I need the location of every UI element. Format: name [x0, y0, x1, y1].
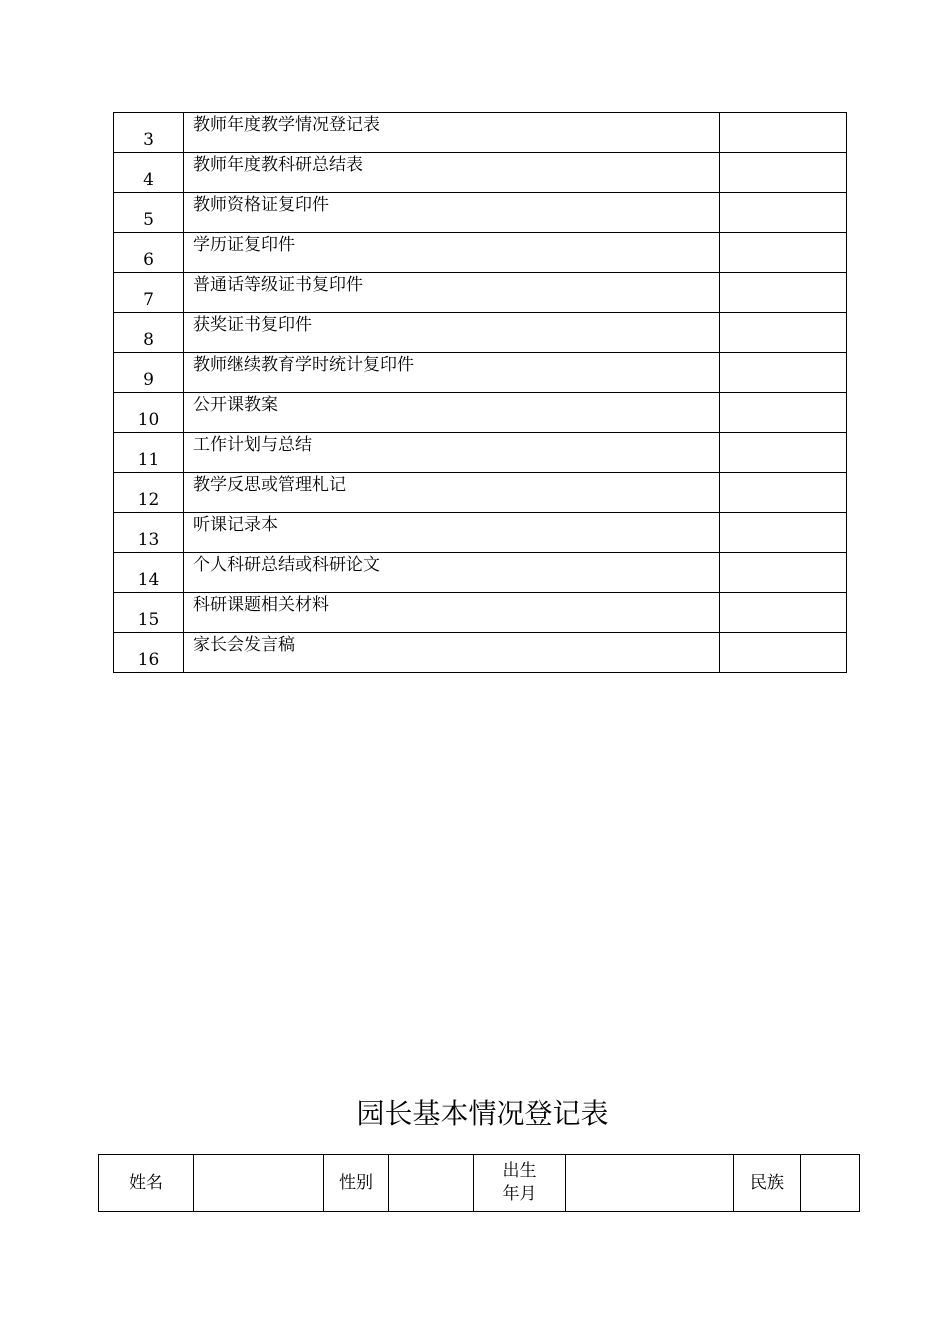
- row-number: 4: [114, 153, 184, 193]
- material-status-cell[interactable]: [720, 433, 847, 473]
- row-number: 12: [114, 473, 184, 513]
- checklist-row: [114, 593, 847, 633]
- ethnicity-label: 民族: [734, 1155, 801, 1212]
- birth-label-line1: 出生: [502, 1161, 537, 1181]
- material-status-cell[interactable]: [720, 593, 847, 633]
- row-number: 10: [114, 393, 184, 433]
- form-title: 园长基本情况登记表: [356, 1097, 609, 1130]
- material-status-cell[interactable]: [720, 193, 847, 233]
- info-row: [99, 1155, 860, 1212]
- row-number: 15: [114, 593, 184, 633]
- gender-label: 性别: [324, 1155, 389, 1212]
- material-name: 个人科研总结或科研论文: [184, 553, 720, 593]
- checklist-row: [114, 273, 847, 313]
- material-status-cell[interactable]: [720, 273, 847, 313]
- row-number: 13: [114, 513, 184, 553]
- material-name: 教师继续教育学时统计复印件: [184, 353, 720, 393]
- row-number: 5: [114, 193, 184, 233]
- material-name: 学历证复印件: [184, 233, 720, 273]
- material-name: 教师资格证复印件: [184, 193, 720, 233]
- material-name: 教师年度教科研总结表: [184, 153, 720, 193]
- row-number: 16: [114, 633, 184, 673]
- material-name: 科研课题相关材料: [184, 593, 720, 633]
- material-name: 普通话等级证书复印件: [184, 273, 720, 313]
- row-number: 7: [114, 273, 184, 313]
- row-number: 3: [114, 113, 184, 153]
- row-number: 6: [114, 233, 184, 273]
- row-number: 8: [114, 313, 184, 353]
- material-name: 工作计划与总结: [184, 433, 720, 473]
- ethnicity-field[interactable]: [801, 1155, 860, 1212]
- birth-date-field[interactable]: [566, 1155, 734, 1212]
- material-name: 听课记录本: [184, 513, 720, 553]
- birth-date-label: [474, 1155, 566, 1212]
- checklist-row: [114, 473, 847, 513]
- material-status-cell[interactable]: [720, 393, 847, 433]
- birth-label-line2: 年月: [502, 1184, 537, 1204]
- checklist-row: [114, 233, 847, 273]
- checklist-row: [114, 393, 847, 433]
- checklist-body: [114, 113, 847, 673]
- checklist-row: [114, 353, 847, 393]
- material-status-cell[interactable]: [720, 633, 847, 673]
- material-status-cell[interactable]: [720, 113, 847, 153]
- material-name: 获奖证书复印件: [184, 313, 720, 353]
- material-name: 家长会发言稿: [184, 633, 720, 673]
- checklist-row: [114, 633, 847, 673]
- materials-checklist-table: [113, 112, 847, 673]
- checklist-row: [114, 553, 847, 593]
- material-status-cell[interactable]: [720, 153, 847, 193]
- checklist-row: [114, 513, 847, 553]
- checklist-row: [114, 313, 847, 353]
- material-status-cell[interactable]: [720, 553, 847, 593]
- material-status-cell[interactable]: [720, 513, 847, 553]
- material-name: 公开课教案: [184, 393, 720, 433]
- name-label: 姓名: [99, 1155, 194, 1212]
- checklist-row: [114, 193, 847, 233]
- checklist-row: [114, 113, 847, 153]
- material-name: 教师年度教学情况登记表: [184, 113, 720, 153]
- material-status-cell[interactable]: [720, 233, 847, 273]
- checklist-row: [114, 153, 847, 193]
- name-field[interactable]: [194, 1155, 324, 1212]
- material-status-cell[interactable]: [720, 313, 847, 353]
- row-number: 14: [114, 553, 184, 593]
- row-number: 11: [114, 433, 184, 473]
- row-number: 9: [114, 353, 184, 393]
- material-status-cell[interactable]: [720, 473, 847, 513]
- principal-info-table: [98, 1154, 860, 1212]
- material-name: 教学反思或管理札记: [184, 473, 720, 513]
- checklist-row: [114, 433, 847, 473]
- material-status-cell[interactable]: [720, 353, 847, 393]
- gender-field[interactable]: [389, 1155, 474, 1212]
